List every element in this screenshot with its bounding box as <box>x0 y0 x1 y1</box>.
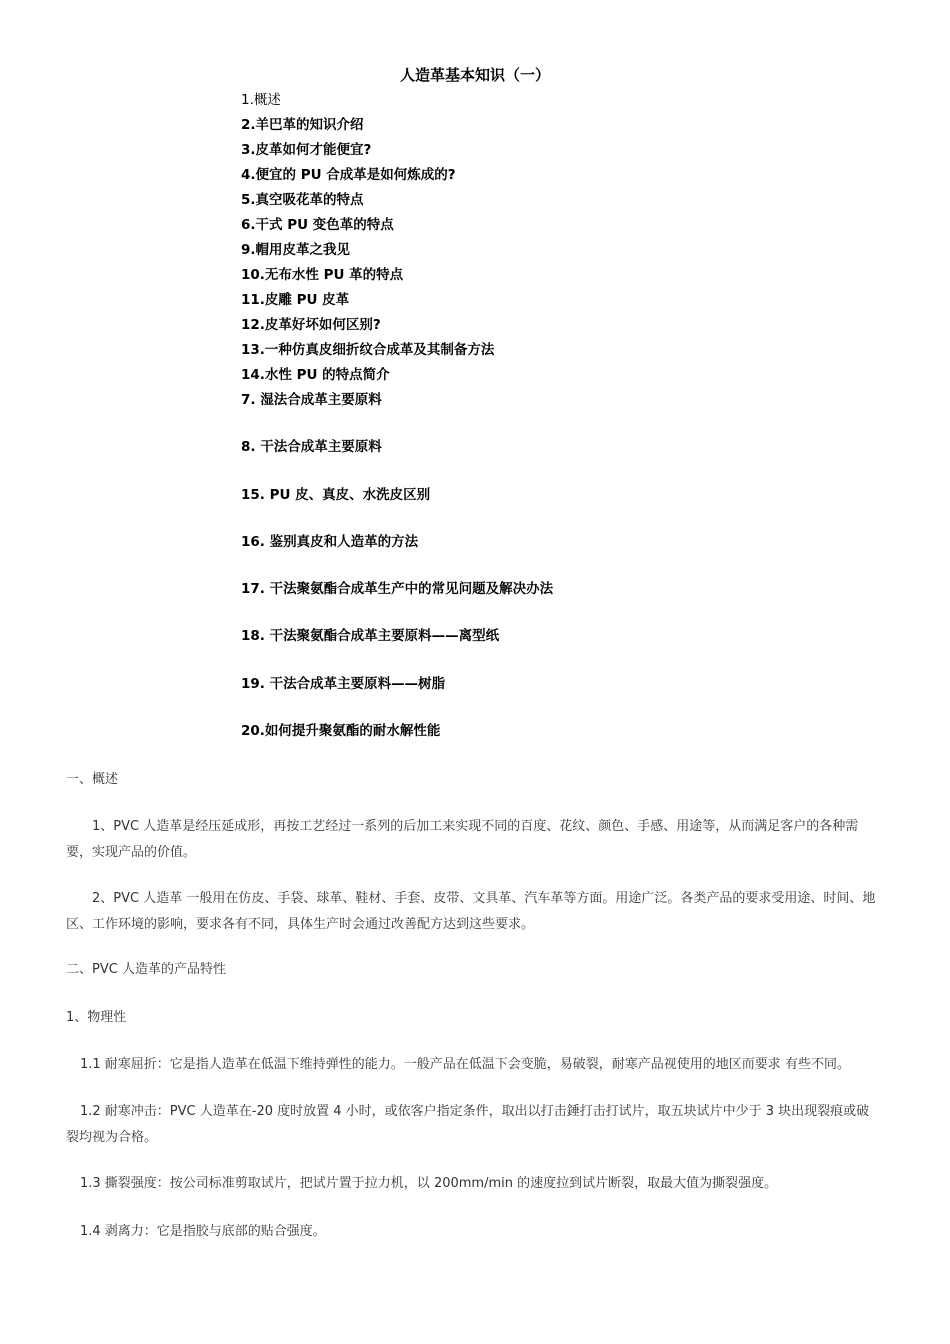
subheading-physical <box>66 1005 882 1031</box>
paragraph-text: 1.4 剥离力：它是指胶与底部的贴合强度。 <box>80 1224 326 1239</box>
paragraph-text: 1.2 耐寒冲击：PVC 人造革在-20 度时放置 4 小时，或依客户指定条件，取出以打击錘打击打试片，取五块试片中少于 3 块出现裂痕或破裂均视为合格。 <box>66 1104 870 1145</box>
toc-item: 14.水性 PU 的特点简介 <box>241 367 390 383</box>
toc-item: 1.概述 <box>241 92 281 108</box>
toc-item: 15. PU 皮、真皮、水洗皮区别 <box>241 486 431 503</box>
toc-item: 7. 湿法合成革主要原料 <box>241 392 382 408</box>
toc-item: 19. 干法合成革主要原料——树脂 <box>241 675 446 692</box>
paragraph <box>66 1219 882 1245</box>
toc-item: 4.便宜的 PU 合成革是如何炼成的? <box>241 167 456 183</box>
toc-item: 3.皮革如何才能便宜? <box>241 142 372 158</box>
toc-item: 16. 鉴别真皮和人造革的方法 <box>241 533 419 550</box>
section-heading-text: 二、PVC 人造革的产品特性 <box>66 962 226 977</box>
paragraph <box>66 814 882 866</box>
paragraph-text: 1.1 耐寒屈折：它是指人造革在低温下维持弹性的能力。一般产品在低温下会变脆，易破裂，耐寒产品视使用的地区而要求 有些不同。 <box>80 1057 850 1072</box>
paragraph-text: 1、PVC 人造革是经压延成形，再按工艺经过一系列的后加工来实现不同的百度、花纹、颜色、手感、用途等，从而满足客户的各种需要，实现产品的价值。 <box>66 819 859 860</box>
document-title: 人造革基本知识（一） <box>399 66 550 84</box>
paragraph <box>66 886 882 938</box>
toc-item: 10.无布水性 PU 革的特点 <box>241 267 404 283</box>
toc-item: 8. 干法合成革主要原料 <box>241 439 382 456</box>
paragraph-text: 2、PVC 人造革 一般用在仿皮、手袋、球革、鞋材、手套、皮带、文具革、汽车革等方面。用途广泛。各类产品的要求受用途、时间、地区、工作环境的影响，要求各有不同，具体生产时会通过改善配方达到这些要求。 <box>66 891 876 932</box>
toc-item: 2.羊巴革的知识介绍 <box>241 117 364 133</box>
toc-item: 18. 干法聚氨酯合成革主要原料——离型纸 <box>241 628 500 645</box>
section-heading-text: 一、概述 <box>66 772 119 787</box>
section-heading-overview <box>66 767 882 793</box>
toc-item: 11.皮雕 PU 皮革 <box>241 292 350 308</box>
subheading-text: 1、物理性 <box>66 1010 127 1025</box>
paragraph <box>66 1052 882 1078</box>
paragraph <box>66 1171 882 1197</box>
toc-item: 20.如何提升聚氨酯的耐水解性能 <box>241 723 441 740</box>
table-of-contents <box>241 88 553 766</box>
section-heading-properties <box>66 957 882 983</box>
toc-item: 6.干式 PU 变色革的特点 <box>241 217 394 233</box>
toc-item: 13.一种仿真皮细折纹合成革及其制备方法 <box>241 342 495 358</box>
toc-item: 9.帽用皮革之我见 <box>241 242 351 258</box>
toc-item: 5.真空吸花革的特点 <box>241 192 364 208</box>
toc-item: 17. 干法聚氨酯合成革生产中的常见问题及解决办法 <box>241 581 554 598</box>
toc-item: 12.皮革好坏如何区别? <box>241 317 381 333</box>
paragraph <box>66 1099 882 1151</box>
paragraph-text: 1.3 撕裂强度：按公司标准剪取试片，把试片置于拉力机，以 200mm/min 的速度拉到试片断裂，取最大值为撕裂强度。 <box>80 1176 778 1191</box>
